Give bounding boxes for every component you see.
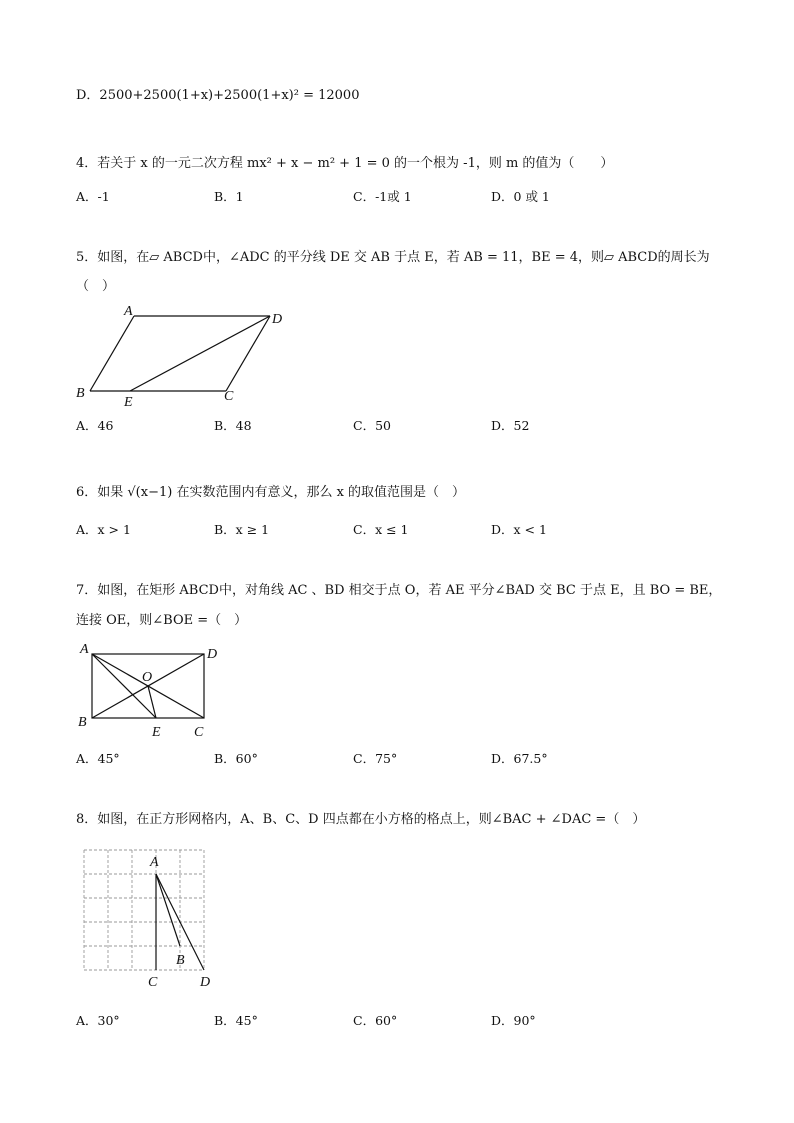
q7-segment-ae (92, 654, 156, 718)
q5-label-a: A (124, 304, 133, 319)
q4-option-d: D．0 或 1 (491, 189, 550, 204)
q4-option-b: B．1 (214, 189, 244, 204)
q8-stem: 8．如图，在正方形网格内，A、B、C、D 四点都在小方格的格点上，则∠BAC + ∠DAC =（ ） (76, 812, 646, 827)
q8-label-a: A (150, 855, 159, 870)
q4-option-a: A．-1 (76, 189, 110, 204)
q8-grid-figure (72, 840, 232, 992)
q8-label-c: C (148, 975, 158, 990)
q6-option-b: B．x ≥ 1 (214, 522, 270, 537)
q7-label-d: D (207, 647, 218, 662)
q5-label-c: C (224, 389, 234, 404)
q3-option-d: D．2500+2500(1+x)+2500(1+x)² = 12000 (76, 88, 360, 103)
q7-rectangle-figure (72, 638, 232, 742)
q5-stem-cont: （ ） (76, 279, 116, 294)
q6-option-c: C．x ≤ 1 (353, 522, 409, 537)
q7-option-c: C．75° (353, 751, 398, 766)
q7-option-a: A．45° (76, 751, 120, 766)
q5-option-d: D．52 (491, 418, 530, 433)
q4-stem: 4．若关于 x 的一元二次方程 mx² + x − m² + 1 = 0 的一个根为 -1，则 m 的值为（ ） (76, 156, 614, 171)
q7-stem-cont: 连接 OE，则∠BOE =（ ） (76, 613, 248, 628)
q7-label-c: C (194, 725, 204, 740)
q6-stem: 6．如果 √(x−1) 在实数范围内有意义，那么 x 的取值范围是（ ） (76, 485, 466, 500)
q5-label-d: D (272, 312, 283, 327)
q5-side-ab (90, 316, 134, 391)
q8-square-grid (84, 850, 204, 970)
q5-option-c: C．50 (353, 418, 391, 433)
q5-stem: 5．如图，在▱ ABCD中，∠ADC 的平分线 DE 交 AB 于点 E，若 AB = 11，BE = 4，则▱ ABCD的周长为 (76, 250, 710, 265)
q7-label-b: B (78, 715, 87, 730)
q5-label-e: E (124, 395, 133, 410)
q8-segment-ab (156, 874, 180, 946)
q6-option-a: A．x > 1 (76, 522, 131, 537)
q7-label-o: O (142, 670, 153, 685)
q7-option-d: D．67.5° (491, 751, 548, 766)
q6-option-d: D．x < 1 (491, 522, 547, 537)
q8-option-c: C．60° (353, 1013, 398, 1028)
q7-label-e: E (152, 725, 161, 740)
q5-option-b: B．48 (214, 418, 252, 433)
q8-option-d: D．90° (491, 1013, 536, 1028)
q8-option-b: B．45° (214, 1013, 258, 1028)
q7-option-b: B．60° (214, 751, 258, 766)
q7-label-a: A (80, 642, 89, 657)
q8-label-b: B (176, 953, 185, 968)
q8-label-d: D (200, 975, 211, 990)
q5-segment-de (130, 316, 270, 391)
q5-parallelogram-figure (70, 300, 310, 410)
q4-option-c: C．-1或 1 (353, 189, 412, 204)
q7-stem: 7．如图，在矩形 ABCD中，对角线 AC 、BD 相交于点 O，若 AE 平分∠BAD 交 BC 于点 E，且 BO = BE， (76, 583, 722, 598)
q8-option-a: A．30° (76, 1013, 120, 1028)
q5-label-b: B (76, 386, 85, 401)
q5-option-a: A．46 (76, 418, 114, 433)
